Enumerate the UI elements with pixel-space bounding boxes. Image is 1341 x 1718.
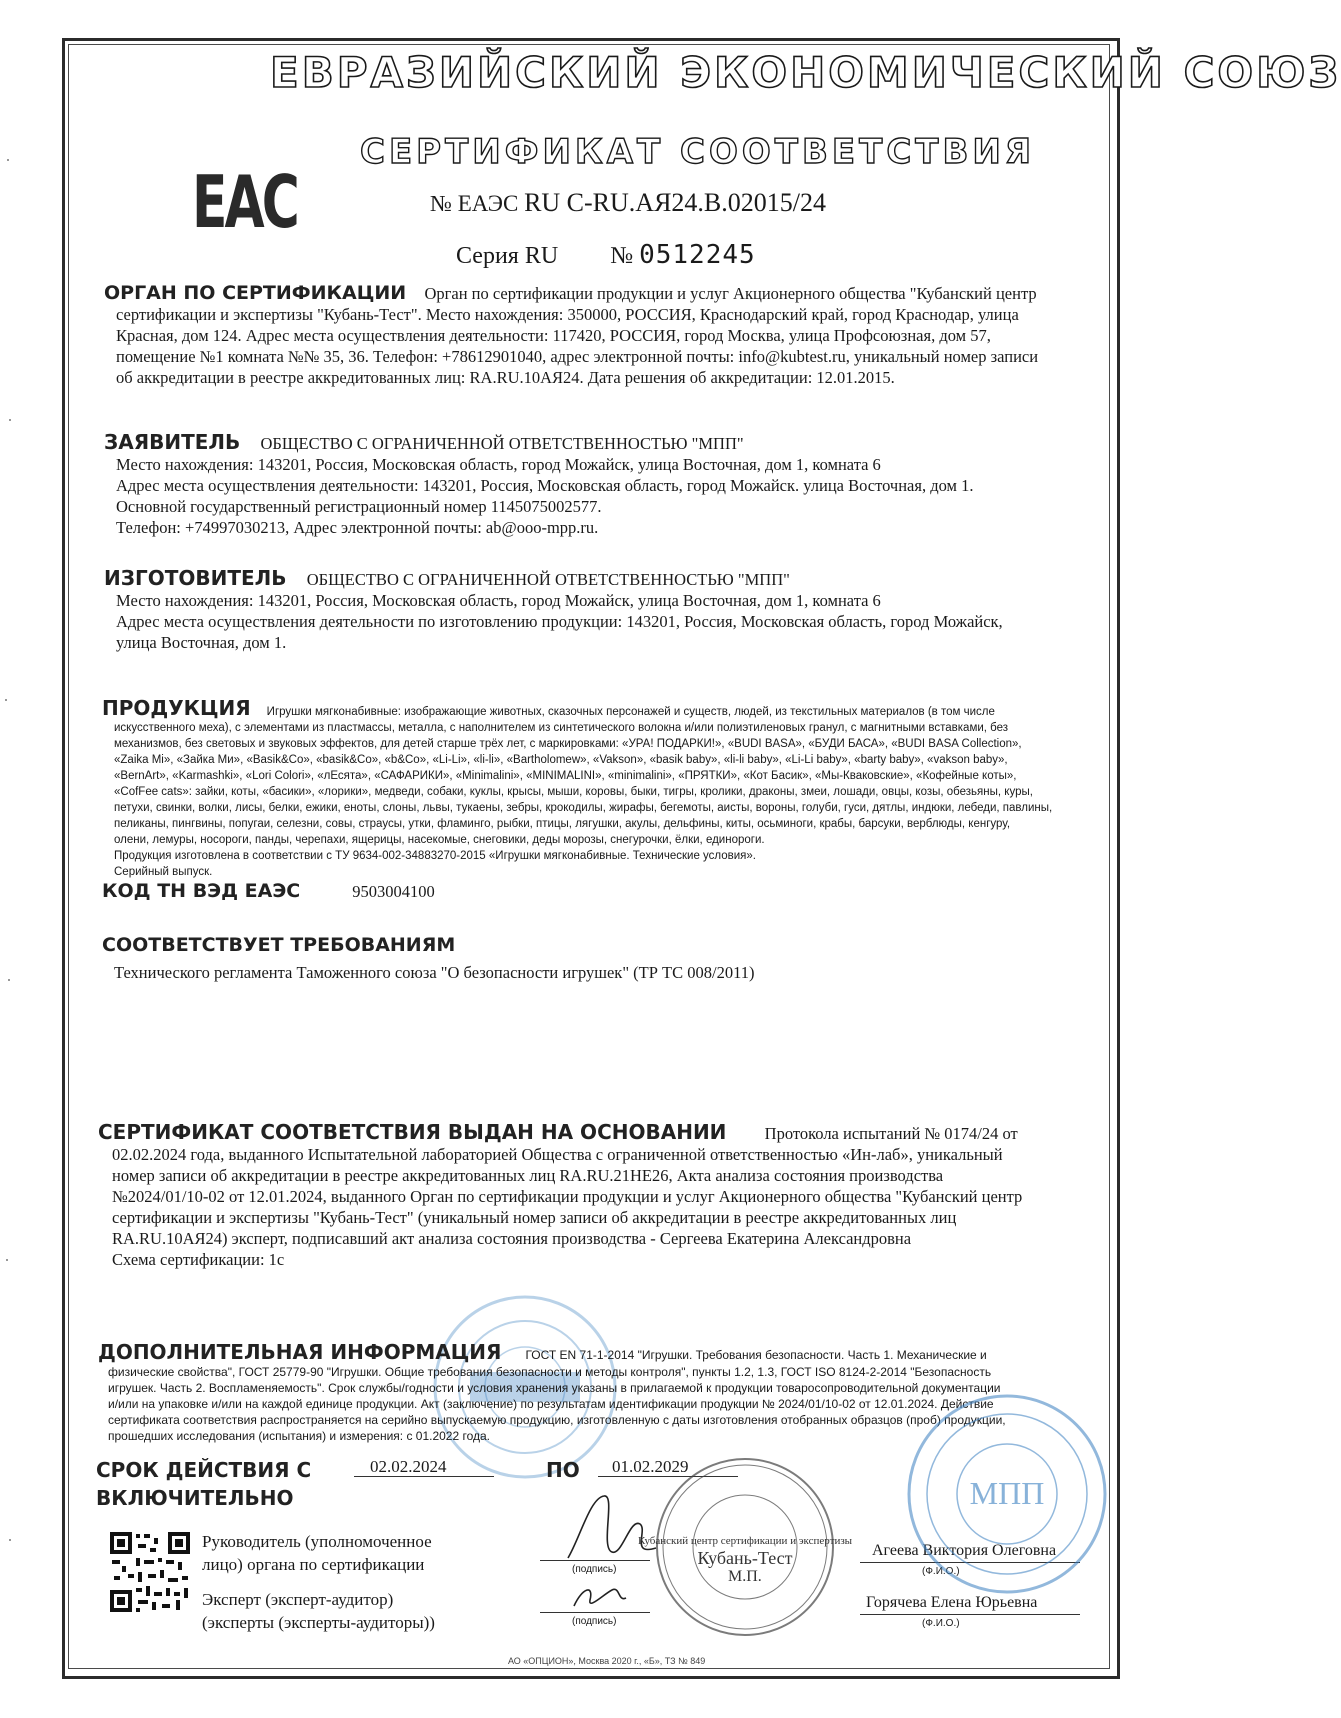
number-prefix: № ЕАЭС — [430, 191, 519, 216]
product-line-3: «BernArt», «Karmashki», «Lori Colori», «лЕсята», «САФАРИКИ», «Minimalini», «MINIMALINI», «minimalini», «ПРЯТКИ», «Кот Басик», «Мы-Кваковские», «Кофейные коты», — [114, 770, 1017, 782]
applicant-name: ОБЩЕСТВО С ОГРАНИЧЕННОЙ ОТВЕТСТВЕННОСТЬЮ "МПП" — [260, 434, 744, 453]
organ-line-0: Орган по сертификации продукции и услуг Акционерного общества "Кубанский центр — [424, 284, 1037, 303]
validity-to-label: ПО — [546, 1458, 580, 1482]
additional-first-line: ГОСТ EN 71-1-2014 "Игрушки. Требования безопасности. Часть 1. Механические и — [525, 1348, 987, 1362]
organ-line-1: сертификации и экспертизы "Кубань-Тест". Место нахождения: 350000, РОССИЯ, Краснодарский край, город Краснодар, улица — [116, 305, 1019, 324]
company-stamp — [905, 1392, 1110, 1597]
basis-line-1: номер записи об аккредитации в реестре аккредитованных лиц RA.RU.21НЕ26, Акта анализа состояния производства — [112, 1166, 944, 1185]
product-first-line: Игрушки мягконабивные: изображающие животных, сказочных персонажей и существ, людей, из текстильных материалов (в том числе — [266, 706, 995, 718]
tnved-section — [102, 880, 435, 902]
form-series — [456, 240, 756, 270]
product-line-1: механизмов, без световых и звуковых эффектов, для детей старше трёх лет, с маркировками: «УРА! ПОДАРКИ!», «BUDI BASA», «БУДИ БАСА», «BUDI BASA Collection», — [114, 738, 1022, 750]
expert-name-line — [860, 1614, 1080, 1615]
manufacturer-line-2: улица Восточная, дом 1. — [116, 633, 287, 652]
series-value: RU — [524, 243, 559, 269]
additional-line-1: игрушек. Часть 2. Воспламеняемость". Срок службы/годности и условия хранения указаны в прилагаемой к продукции товаросопроводительной документации — [108, 1381, 1001, 1395]
manufacturer-heading: ИЗГОТОВИТЕЛЬ — [104, 566, 287, 590]
head-label-line-2: лицо) органа по сертификации — [202, 1555, 425, 1574]
additional-line-0: физические свойства", ГОСТ 25779-90 "Игрушки. Общие требования безопасности и методы контроля", пункты 1.2, 1.3, ГОСТ ISO 8124-2-2014 "Безопасность — [108, 1365, 992, 1379]
validity-to: 01.02.2029 — [612, 1457, 689, 1476]
basis-line-2: №2024/01/10-02 от 12.01.2024, выданного Орган по сертификации продукции и услуг Акционерного общества "Кубанский центр — [112, 1187, 1023, 1206]
validity-heading-2: ВКЛЮЧИТЕЛЬНО — [96, 1486, 294, 1510]
organ-line-4: об аккредитации в реестре аккредитованных лиц: RA.RU.10АЯ24. Дата решения об аккредитации: 12.01.2015. — [116, 368, 895, 387]
expert-sign-caption: (подпись) — [572, 1616, 617, 1627]
complies-heading: СООТВЕТСТВУЕТ ТРЕБОВАНИЯМ — [102, 934, 456, 956]
print-note: АО «ОПЦИОН», Москва 2020 г., «Б», ТЗ № 849 — [508, 1656, 706, 1666]
tnved-value: 9503004100 — [352, 882, 435, 901]
tnved-heading: КОД ТН ВЭД ЕАЭС — [102, 880, 301, 902]
product-line-8: Продукция изготовлена в соответствии с ТУ 9634-002-34883270-2015 «Игрушки мягконабивные. Технические условия». — [114, 850, 756, 862]
certificate-number — [430, 188, 826, 218]
number-value: RU C-RU.АЯ24.В.02015/24 — [524, 188, 826, 217]
basis-line-5: Схема сертификации: 1с — [112, 1250, 285, 1269]
product-line-9: Серийный выпуск. — [114, 866, 213, 878]
complies-text: Технического регламента Таможенного союза "О безопасности игрушек" (ТР ТС 008/2011) — [114, 963, 755, 982]
head-label — [202, 1530, 432, 1576]
validity-from-underline — [354, 1476, 494, 1477]
applicant-section — [104, 432, 1094, 538]
product-line-6: пеликаны, пингвины, попугаи, селезни, совы, страусы, утки, фламинго, рыбки, птицы, лягушки, акулы, дельфины, киты, осьминоги, крабы, барсуки, верблюды, кенгуру, — [114, 818, 1011, 830]
certificate-title: СЕРТИФИКАТ СООТВЕТСТВИЯ — [360, 132, 1036, 172]
organ-stamp-center-text: Кубань-Тест — [697, 1548, 793, 1568]
applicant-line-2: Основной государственный регистрационный номер 1145075002577. — [116, 497, 602, 516]
additional-heading: ДОПОЛНИТЕЛЬНАЯ ИНФОРМАЦИЯ — [98, 1340, 502, 1364]
company-stamp-center-text: МПП — [969, 1475, 1045, 1511]
additional-line-4: прошедших исследования (испытания) и измерения: с 01.2022 года. — [108, 1429, 491, 1443]
basis-heading: СЕРТИФИКАТ СООТВЕТСТВИЯ ВЫДАН НА ОСНОВАНИИ — [98, 1120, 727, 1144]
form-number: 0512245 — [639, 240, 756, 270]
qr-code — [108, 1530, 192, 1614]
basis-line-4: RA.RU.10АЯ24) эксперт, подписавший акт анализа состояния производства - Сергеева Екатерина Александровна — [112, 1229, 912, 1248]
applicant-line-3: Телефон: +74997030213, Адрес электронной почты: ab@ooo-mpp.ru. — [116, 518, 599, 537]
product-section — [102, 696, 1102, 880]
expert-name: Горячева Елена Юрьевна — [866, 1594, 1038, 1611]
head-label-line-1: Руководитель (уполномоченное — [202, 1532, 432, 1551]
product-line-0: искусственного меха), с элементами из пластмассы, металла, с наполнителем из синтетического волокна и/или полиэтиленовых гранул, с магнитными вставками, без — [114, 722, 1009, 734]
organ-heading: ОРГАН ПО СЕРТИФИКАЦИИ — [104, 282, 407, 304]
expert-fio-caption: (Ф.И.О.) — [922, 1618, 960, 1629]
mp-mark: М.П. — [728, 1568, 762, 1585]
product-heading: ПРОДУКЦИЯ — [102, 696, 251, 720]
product-line-2: «Zaika Mi», «Зайка Ми», «Basik&Co», «basik&Co», «b&Co», «Li-Li», «li-li», «Bartholomew», «Vakson», «basik baby», «li-li baby», «Li-Li baby», «barty baby», «vakson baby», — [114, 754, 1008, 766]
basis-first-line: Протокола испытаний № 0174/24 от — [764, 1124, 1018, 1143]
product-line-5: петухи, свинки, волки, лисы, белки, ежики, еноты, слоны, львы, тукаены, зебры, крокодилы, жирафы, бегемоты, аисты, вороны, голуби, гуси, дятлы, индюки, лебеди, павлины, — [114, 802, 1053, 814]
manufacturer-section — [104, 568, 1094, 653]
applicant-line-1: Адрес места осуществления деятельности: 143201, Россия, Московская область, город Можайск. улица Восточная, дом 1. — [116, 476, 974, 495]
scan-edge-noise — [0, 0, 20, 1718]
eac-logo: EAC — [192, 160, 297, 244]
expert-label-line-2: (эксперты (эксперты-аудиторы)) — [202, 1613, 435, 1632]
product-line-7: олени, лемуры, носороги, панды, черепахи, ящерицы, насекомые, снеговики, деды морозы, снегурочки, ёлки, единороги. — [114, 834, 765, 846]
validity-heading-1: СРОК ДЕЙСТВИЯ С — [96, 1458, 312, 1482]
expert-label-line-1: Эксперт (эксперт-аудитор) — [202, 1590, 394, 1609]
union-title: ЕВРАЗИЙСКИЙ ЭКОНОМИЧЕСКИЙ СОЮЗ — [270, 48, 1341, 97]
organ-stamp — [637, 1452, 853, 1642]
expert-label — [202, 1588, 435, 1634]
organ-section — [104, 283, 1094, 388]
series-label: Серия — [456, 243, 519, 269]
additional-line-2: и/или на упаковке и/или на каждой единице продукции. Акт (заключение) по результатам идентификации продукции № 2024/01/10-02 от 12.01.2024. Действие — [108, 1397, 994, 1411]
basis-line-3: сертификации и экспертизы "Кубань-Тест" (уникальный номер записи об аккредитации в реестре аккредитованных лиц — [112, 1208, 957, 1227]
complies-section — [102, 934, 754, 983]
head-sign-caption: (подпись) — [572, 1564, 617, 1575]
manufacturer-name: ОБЩЕСТВО С ОГРАНИЧЕННОЙ ОТВЕТСТВЕННОСТЬЮ "МПП" — [306, 570, 790, 589]
basis-section — [98, 1122, 1108, 1270]
applicant-heading: ЗАЯВИТЕЛЬ — [104, 430, 241, 454]
organ-line-2: Красная, дом 124. Адрес места осуществления деятельности: 117420, РОССИЯ, город Москва, улица Профсоюзная, дом 57, — [116, 326, 991, 345]
applicant-line-0: Место нахождения: 143201, Россия, Московская область, город Можайск, улица Восточная, дом 1, комната 6 — [116, 455, 881, 474]
head-name: Агеева Виктория Олеговна — [872, 1542, 1057, 1559]
manufacturer-line-0: Место нахождения: 143201, Россия, Московская область, город Можайск, улица Восточная, дом 1, комната 6 — [116, 591, 881, 610]
validity-from: 02.02.2024 — [370, 1457, 447, 1476]
head-fio-caption: (Ф.И.О.) — [922, 1566, 960, 1577]
organ-stamp-inner-text: Кубанский центр сертификации и экспертизы — [637, 1535, 853, 1547]
product-line-4: «CofFee cats»: зайки, коты, «басики», «лорики», медведи, собаки, куклы, крысы, мыши, коровы, быки, тигры, кролики, драконы, змеи, лошади, овцы, козы, обезьяны, куры, — [114, 786, 1033, 798]
additional-line-3: сертификата соответствия распространяется на серийно выпускаемую продукцию, изготовленную с даты изготовления отобранных образцов (проб) продукции, — [108, 1413, 1006, 1427]
organ-line-3: помещение №1 комната №№ 35, 36. Телефон: +78612901040, адрес электронной почты: info@kubtest.ru, уникальный номер записи — [116, 347, 1039, 366]
form-number-prefix: № — [610, 243, 634, 269]
basis-line-0: 02.02.2024 года, выданного Испытательной лабораторией Общества с ограниченной ответственностью «Ин-лаб», уникальный — [112, 1145, 1003, 1164]
manufacturer-line-1: Адрес места осуществления деятельности по изготовлению продукции: 143201, Россия, Московская область, город Можайск, — [116, 612, 1003, 631]
